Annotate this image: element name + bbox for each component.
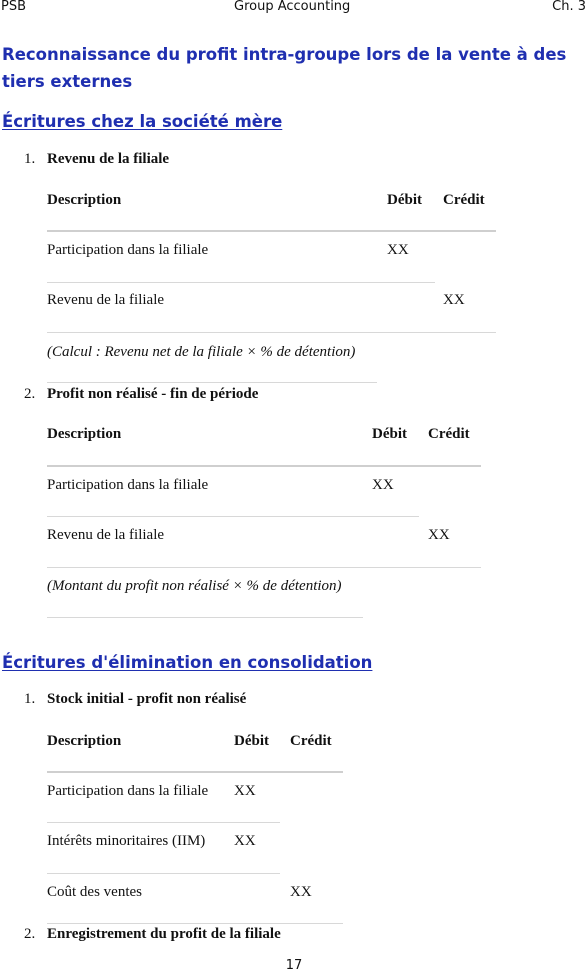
table-rule <box>47 771 343 773</box>
table-rule <box>47 282 435 283</box>
table-rule <box>47 332 496 333</box>
table-header-debit: Débit <box>387 192 422 208</box>
table-rule <box>47 617 363 618</box>
page-title: Reconnaissance du profit intra-groupe lors de la vente à des tiers externes <box>2 45 567 91</box>
page-header <box>0 0 588 16</box>
table-header-description: Description <box>47 426 122 442</box>
table-header-credit: Crédit <box>428 426 470 442</box>
item-number: 2. <box>24 386 36 402</box>
table-cell-description: Participation dans la filiale <box>47 477 209 493</box>
table-cell-description: Intérêts minoritaires (IIM) <box>47 833 206 849</box>
table-note: (Calcul : Revenu net de la filiale × % de détention) <box>47 344 356 360</box>
table-header-debit: Débit <box>372 426 407 442</box>
table-rule <box>47 230 496 232</box>
table-rule <box>47 516 419 517</box>
section-heading-parent: Écritures chez la société mère <box>2 112 283 131</box>
section-heading-consolidation: Écritures d'élimination en consolidation <box>2 653 373 672</box>
header-center: Group Accounting <box>234 0 351 14</box>
table-cell-debit: XX <box>234 833 256 849</box>
table-cell-description: Participation dans la filiale <box>47 783 209 799</box>
table-rule <box>47 465 481 467</box>
table-rule <box>47 567 481 568</box>
table-rule <box>47 822 280 823</box>
table-cell-credit: XX <box>443 292 465 308</box>
table-header-credit: Crédit <box>290 733 332 749</box>
table-header-debit: Débit <box>234 733 269 749</box>
header-right: Ch. 3 <box>552 0 586 14</box>
table-cell-description: Participation dans la filiale <box>47 242 209 258</box>
table-cell-description: Revenu de la filiale <box>47 292 165 308</box>
item-label: Enregistrement du profit de la filiale <box>47 926 281 942</box>
item-label: Revenu de la filiale <box>47 151 170 167</box>
header-left: PSB <box>1 0 27 14</box>
item-label: Stock initial - profit non réalisé <box>47 691 247 707</box>
table-note: (Montant du profit non réalisé × % de détention) <box>47 578 342 594</box>
table-cell-credit: XX <box>290 884 312 900</box>
table-header-description: Description <box>47 733 122 749</box>
table-rule <box>47 873 280 874</box>
item-number: 1. <box>24 691 36 707</box>
table-cell-debit: XX <box>372 477 394 493</box>
item-number: 2. <box>24 926 36 942</box>
table-cell-description: Coût des ventes <box>47 884 142 900</box>
page-number: 17 <box>285 958 303 973</box>
table-cell-description: Revenu de la filiale <box>47 527 165 543</box>
table-header-description: Description <box>47 192 122 208</box>
table-rule <box>47 923 343 924</box>
table-rule <box>47 382 377 383</box>
table-cell-debit: XX <box>387 242 409 258</box>
item-label: Profit non réalisé - fin de période <box>47 386 259 402</box>
item-number: 1. <box>24 151 36 167</box>
table-header-credit: Crédit <box>443 192 485 208</box>
table-cell-credit: XX <box>428 527 450 543</box>
table-cell-debit: XX <box>234 783 256 799</box>
